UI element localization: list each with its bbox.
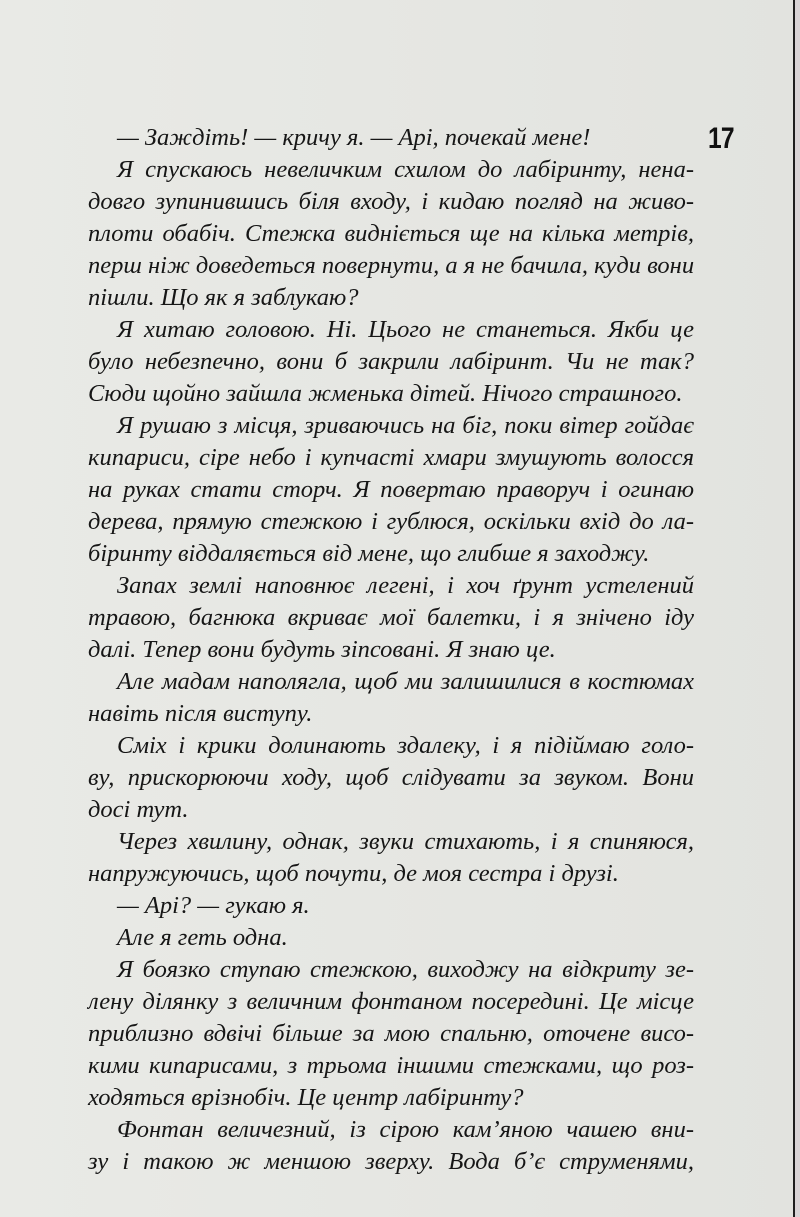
text-line: Я боязко ступаю стежкою, виходжу на відкриту зе- (117, 956, 694, 983)
text-line: Я рушаю з місця, зриваючись на біг, поки вітер гойдає (117, 412, 694, 439)
text-line: ходяться врізнобіч. Це центр лабіринту? (88, 1084, 524, 1111)
text-line: Але я геть одна. (117, 924, 288, 951)
text-line: — Арі? — гукаю я. (117, 892, 310, 919)
text-line: травою, багнюка вкриває мої балетки, і я знічено іду (88, 604, 694, 631)
text-line: Я спускаюсь невеличким схилом до лабіринту, нена- (117, 156, 694, 183)
text-line: Запах землі наповнює легені, і хоч ґрунт устелений (117, 572, 694, 599)
text-line: досі тут. (88, 796, 189, 823)
text-line: Фонтан величезний, із сірою кам’яною чашею вни- (117, 1116, 694, 1143)
text-line: далі. Тепер вони будуть зіпсовані. Я знаю це. (88, 636, 556, 663)
text-line: кими кипарисами, з трьома іншими стежками, що роз- (88, 1052, 694, 1079)
text-line: Через хвилину, однак, звуки стихають, і я спиняюся, (117, 828, 694, 855)
text-line: було небезпечно, вони б закрили лабіринт. Чи не так? (88, 348, 694, 375)
body-text (88, 122, 694, 1178)
text-line: навіть після виступу. (88, 700, 313, 727)
text-line: плоти обабіч. Стежка видніється ще на кілька метрів, (88, 220, 694, 247)
text-line: зу і такою ж меншою зверху. Вода б’є струменями, (88, 1148, 694, 1175)
text-line: дерева, прямую стежкою і гублюся, оскільки вхід до ла- (88, 508, 694, 535)
text-line: біринту віддаляється від мене, що глибше я заходжу. (88, 540, 650, 567)
text-line: Але мадам наполягла, щоб ми залишилися в костюмах (117, 668, 694, 695)
text-line: на руках стати сторч. Я повертаю праворуч і огинаю (88, 476, 694, 503)
text-line: Я хитаю головою. Ні. Цього не станеться. Якби це (117, 316, 694, 343)
text-line: напружуючись, щоб почути, де моя сестра і друзі. (88, 860, 619, 887)
text-line: перш ніж доведеться повернути, а я не бачила, куди вони (88, 252, 695, 279)
text-line: приблизно вдвічі більше за мою спальню, оточене висо- (88, 1020, 694, 1047)
text-line: Сміх і крики долинають здалеку, і я підіймаю голо- (117, 732, 694, 759)
text-line: кипариси, сіре небо і купчасті хмари змушують волосся (88, 444, 694, 471)
text-line: лену ділянку з величним фонтаном посередині. Це місце (88, 988, 694, 1015)
page-edge-strip (795, 0, 800, 1217)
text-line: Сюди щойно зайшла жменька дітей. Нічого страшного. (88, 380, 683, 407)
text-line: довго зупинившись біля входу, і кидаю погляд на живо- (88, 188, 694, 215)
text-line: ву, прискорюючи ходу, щоб слідувати за звуком. Вони (88, 764, 694, 791)
text-line: пішли. Що як я заблукаю? (88, 284, 359, 311)
text-line: — Заждіть! — кричу я. — Арі, почекай мене! (117, 124, 591, 151)
page-number: 17 (708, 122, 734, 155)
